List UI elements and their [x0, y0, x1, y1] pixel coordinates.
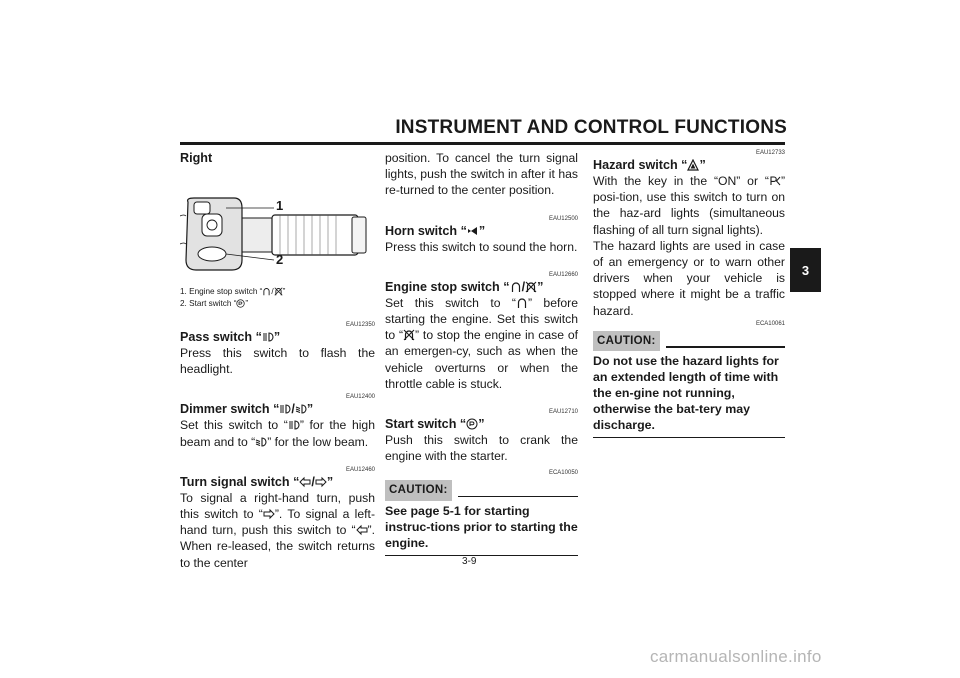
chapter-tab: 3: [790, 248, 821, 292]
caution-label: CAUTION:: [385, 480, 452, 500]
dimmer-switch-heading: Dimmer switch “ / ”: [180, 402, 314, 417]
hazard-switch-text: With the key in the “ON” or “ ” posi-tion, use this switch to turn on the haz-ard lights (simultaneous flashing of all turn signal lights).: [593, 174, 785, 237]
high-beam-icon: [288, 419, 300, 431]
caption-line-2: 2. Start switch “ ”: [180, 299, 249, 308]
ref-code: ECA10061: [755, 320, 785, 327]
low-beam-icon: [255, 436, 267, 448]
stop-icon: [525, 281, 537, 293]
start-switch-text: Push this switch to crank the engine with the starter.: [385, 433, 578, 464]
page-header-title: INSTRUMENT AND CONTROL FUNCTIONS: [395, 117, 787, 138]
run-icon: [516, 297, 528, 309]
caution-text: Do not use the hazard lights for an extended length of time with the en-gine not running, otherwise the bat-tery may discharge.: [593, 353, 785, 438]
ref-code: EAU12500: [548, 215, 578, 222]
handlebar-illustration: [180, 196, 370, 276]
stop-icon: [403, 329, 415, 341]
caution-rule: [458, 496, 578, 498]
header-rule: [180, 142, 785, 145]
handlebar-switch-illustration: [180, 196, 370, 276]
ref-code: EAU12400: [345, 394, 375, 401]
engine-stop-switch-text: Set this switch to “ ” before starting the engine. Set this switch to “ ” to stop the engine in case of an emergen-cy, such as when the vehicle overturns or when the throttle cable is stuck.: [385, 295, 578, 391]
engine-stop-switch-heading: Engine stop switch “ / ”: [385, 279, 544, 294]
ref-code: EAU12733: [755, 150, 785, 156]
figure-callout-1: 1: [276, 198, 284, 213]
horn-icon: [467, 225, 479, 237]
run-icon: [510, 281, 522, 293]
turn-signal-switch-text: To signal a right-hand turn, push this switch to “ ”. To signal a left-hand turn, push this switch to “ ”. When re-leased, the switch returns to the center: [180, 490, 375, 570]
ref-code: EAU12350: [345, 322, 375, 328]
watermark: carmanualsonline.info: [650, 647, 822, 666]
figure-callout-2: 2: [276, 252, 284, 267]
turn-signal-continued-text: position. To cancel the turn signal lights, push the switch in after it has re-turned to the center position.: [385, 151, 578, 198]
stop-icon: [274, 287, 283, 296]
parking-icon: [769, 175, 781, 187]
turn-right-icon: [315, 476, 327, 488]
ref-code: EAU12660: [548, 271, 578, 278]
turn-signal-switch-heading: Turn signal switch “ / ”: [180, 474, 334, 489]
caution-text: See page 5-1 for starting instruc-tions prior to starting the engine.: [385, 503, 578, 556]
column-middle: [385, 150, 578, 556]
start-icon: [466, 418, 478, 430]
caution-rule: [666, 346, 785, 348]
ref-code: EAU12460: [345, 466, 375, 473]
caution-label: CAUTION:: [593, 331, 660, 351]
page-number: 3-9: [462, 556, 477, 567]
pass-switch-heading: Pass switch “ ”: [180, 330, 281, 344]
caption-line-1: 1. Engine stop switch “ / ”: [180, 287, 286, 296]
ref-code: ECA10050: [548, 470, 578, 477]
low-beam-icon: [295, 403, 307, 415]
caution-block: [593, 331, 785, 351]
high-beam-icon: [279, 403, 291, 415]
turn-left-icon: [299, 476, 311, 488]
hazard-switch-heading: Hazard switch “ ”: [593, 158, 706, 172]
ref-code: EAU12710: [548, 409, 578, 416]
start-switch-heading: Start switch “ ”: [385, 417, 485, 432]
caution-block: [385, 480, 578, 500]
hazard-usage-text: The hazard lights are used in case of an emergency or to warn other drivers when your vehicle is stopped where it might be a traffic hazard.: [593, 238, 785, 318]
horn-switch-heading: Horn switch “ ”: [385, 223, 486, 238]
pass-switch-text: Press this switch to flash the headlight.: [180, 346, 375, 377]
dimmer-switch-text: Set this switch to “ ” for the high beam and to “ ” for the low beam.: [180, 418, 375, 449]
hazard-icon: [687, 159, 699, 171]
column-left: [180, 150, 375, 571]
turn-left-icon: [356, 524, 368, 536]
horn-switch-text: Press this switch to sound the horn.: [385, 239, 578, 254]
turn-right-icon: [263, 508, 275, 520]
figure-caption: [180, 286, 375, 310]
section-heading-right: Right: [180, 151, 213, 165]
column-right: [593, 150, 785, 438]
high-beam-icon: [262, 331, 274, 343]
